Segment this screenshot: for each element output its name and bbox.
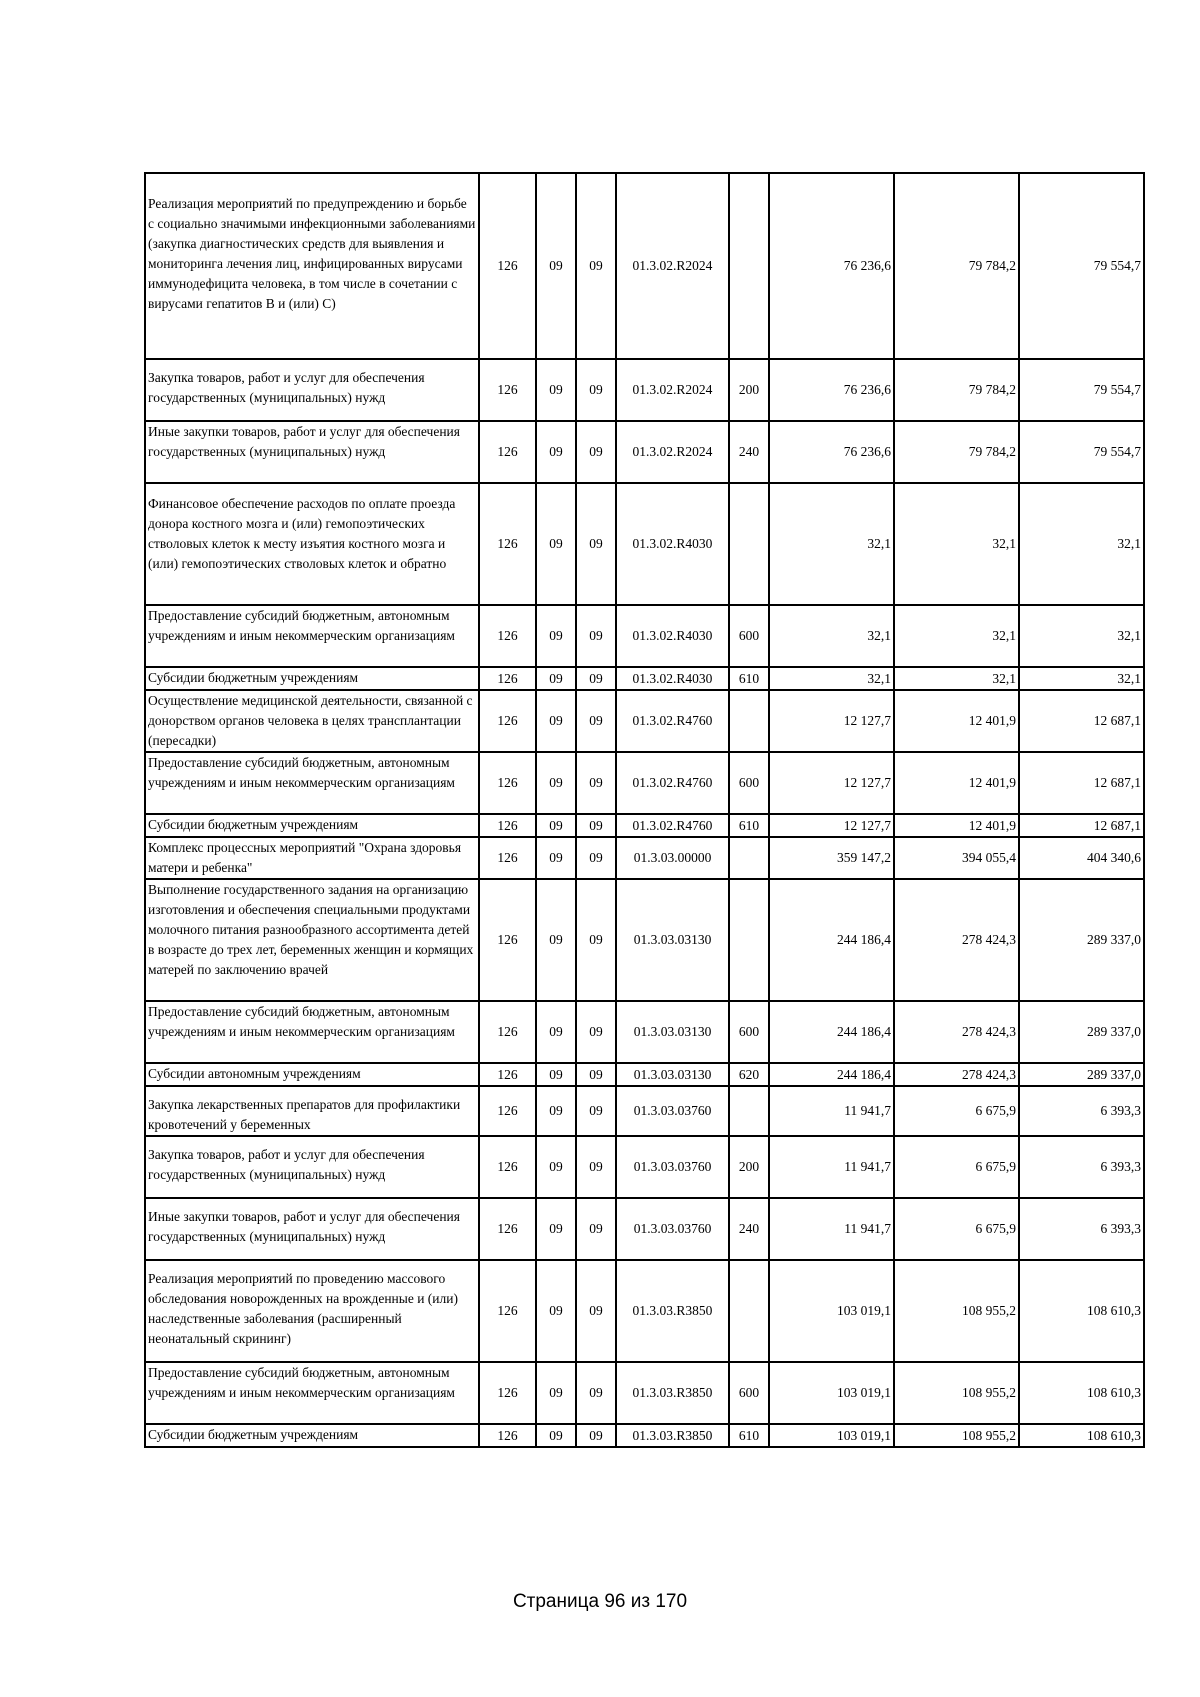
row-name: Предоставление субсидий бюджетным, автономным учреждениям и иным некоммерческим организациям <box>145 1001 479 1063</box>
row-name: Реализация мероприятий по предупреждению и борьбе с социально значимыми инфекционными заболеваниями (закупка диагностических средств для выявления и мониторинга лечения лиц, инфицированных вирусами иммунодефицита человека, в том числе в сочетании с вирусами гепатитов В и (или) С) <box>145 173 479 359</box>
section-code: 09 <box>536 1136 576 1198</box>
amount-year-2: 278 424,3 <box>894 1001 1019 1063</box>
amount-year-1: 103 019,1 <box>769 1260 894 1362</box>
table-row <box>145 690 1144 752</box>
amount-year-3: 289 337,0 <box>1019 879 1144 1001</box>
expense-type-code: 200 <box>729 1136 769 1198</box>
expense-type-code: 610 <box>729 814 769 837</box>
table-row <box>145 1136 1144 1198</box>
expense-type-code: 200 <box>729 359 769 421</box>
ved-code: 126 <box>479 1260 536 1362</box>
amount-year-1: 244 186,4 <box>769 1001 894 1063</box>
table-row <box>145 1424 1144 1447</box>
section-code: 09 <box>536 1001 576 1063</box>
subsection-code: 09 <box>576 814 616 837</box>
target-article-code: 01.3.03.03130 <box>616 879 729 1001</box>
target-article-code: 01.3.03.03130 <box>616 1063 729 1086</box>
row-name: Предоставление субсидий бюджетным, автономным учреждениям и иным некоммерческим организациям <box>145 752 479 814</box>
amount-year-2: 6 675,9 <box>894 1136 1019 1198</box>
table-row <box>145 1001 1144 1063</box>
expense-type-code <box>729 690 769 752</box>
table-body <box>145 173 1144 1447</box>
section-code: 09 <box>536 690 576 752</box>
table-row <box>145 814 1144 837</box>
ved-code: 126 <box>479 1424 536 1447</box>
section-code: 09 <box>536 837 576 879</box>
subsection-code: 09 <box>576 837 616 879</box>
amount-year-3: 12 687,1 <box>1019 814 1144 837</box>
subsection-code: 09 <box>576 1260 616 1362</box>
target-article-code: 01.3.02.R4030 <box>616 605 729 667</box>
section-code: 09 <box>536 483 576 605</box>
subsection-code: 09 <box>576 752 616 814</box>
row-name: Реализация мероприятий по проведению массового обследования новорожденных на врожденные и (или) наследственные заболевания (расширенный неонатальный скрининг) <box>145 1260 479 1362</box>
table-row <box>145 1198 1144 1260</box>
target-article-code: 01.3.03.03130 <box>616 1001 729 1063</box>
row-name: Финансовое обеспечение расходов по оплате проезда донора костного мозга и (или) гемопоэтических стволовых клеток к месту изъятия костного мозга и (или) гемопоэтических стволовых клеток и обратно <box>145 483 479 605</box>
amount-year-1: 76 236,6 <box>769 173 894 359</box>
amount-year-1: 32,1 <box>769 667 894 690</box>
amount-year-1: 12 127,7 <box>769 814 894 837</box>
subsection-code: 09 <box>576 1001 616 1063</box>
row-name: Закупка товаров, работ и услуг для обеспечения государственных (муниципальных) нужд <box>145 359 479 421</box>
amount-year-2: 12 401,9 <box>894 752 1019 814</box>
row-name: Комплекс процессных мероприятий "Охрана здоровья матери и ребенка" <box>145 837 479 879</box>
amount-year-3: 32,1 <box>1019 667 1144 690</box>
amount-year-3: 79 554,7 <box>1019 421 1144 483</box>
section-code: 09 <box>536 421 576 483</box>
ved-code: 126 <box>479 1362 536 1424</box>
ved-code: 126 <box>479 690 536 752</box>
amount-year-3: 289 337,0 <box>1019 1063 1144 1086</box>
table-row <box>145 1362 1144 1424</box>
target-article-code: 01.3.03.03760 <box>616 1136 729 1198</box>
amount-year-1: 12 127,7 <box>769 690 894 752</box>
ved-code: 126 <box>479 173 536 359</box>
amount-year-2: 12 401,9 <box>894 814 1019 837</box>
section-code: 09 <box>536 1198 576 1260</box>
expense-type-code: 620 <box>729 1063 769 1086</box>
row-name: Субсидии бюджетным учреждениям <box>145 814 479 837</box>
amount-year-2: 32,1 <box>894 483 1019 605</box>
expense-type-code: 610 <box>729 1424 769 1447</box>
amount-year-3: 289 337,0 <box>1019 1001 1144 1063</box>
row-name: Предоставление субсидий бюджетным, автономным учреждениям и иным некоммерческим организациям <box>145 605 479 667</box>
table-row <box>145 837 1144 879</box>
amount-year-2: 108 955,2 <box>894 1260 1019 1362</box>
expense-type-code: 600 <box>729 605 769 667</box>
amount-year-1: 12 127,7 <box>769 752 894 814</box>
expense-type-code <box>729 1086 769 1136</box>
expense-type-code: 600 <box>729 752 769 814</box>
table-row <box>145 752 1144 814</box>
target-article-code: 01.3.02.R4030 <box>616 483 729 605</box>
table-row <box>145 359 1144 421</box>
ved-code: 126 <box>479 837 536 879</box>
row-name: Осуществление медицинской деятельности, связанной с донорством органов человека в целях трансплантации (пересадки) <box>145 690 479 752</box>
subsection-code: 09 <box>576 1063 616 1086</box>
amount-year-2: 12 401,9 <box>894 690 1019 752</box>
amount-year-3: 79 554,7 <box>1019 359 1144 421</box>
section-code: 09 <box>536 752 576 814</box>
row-name: Субсидии автономным учреждениям <box>145 1063 479 1086</box>
amount-year-2: 6 675,9 <box>894 1198 1019 1260</box>
ved-code: 126 <box>479 421 536 483</box>
budget-table <box>144 172 1145 1448</box>
ved-code: 126 <box>479 667 536 690</box>
amount-year-2: 278 424,3 <box>894 879 1019 1001</box>
subsection-code: 09 <box>576 667 616 690</box>
table-row <box>145 879 1144 1001</box>
target-article-code: 01.3.03.R3850 <box>616 1362 729 1424</box>
target-article-code: 01.3.02.R4760 <box>616 690 729 752</box>
table-row <box>145 605 1144 667</box>
amount-year-3: 32,1 <box>1019 483 1144 605</box>
section-code: 09 <box>536 814 576 837</box>
target-article-code: 01.3.02.R4030 <box>616 667 729 690</box>
section-code: 09 <box>536 1063 576 1086</box>
section-code: 09 <box>536 605 576 667</box>
subsection-code: 09 <box>576 359 616 421</box>
target-article-code: 01.3.03.03760 <box>616 1198 729 1260</box>
target-article-code: 01.3.02.R2024 <box>616 359 729 421</box>
ved-code: 126 <box>479 1136 536 1198</box>
amount-year-1: 11 941,7 <box>769 1136 894 1198</box>
subsection-code: 09 <box>576 1136 616 1198</box>
ved-code: 126 <box>479 1001 536 1063</box>
amount-year-3: 12 687,1 <box>1019 752 1144 814</box>
amount-year-1: 244 186,4 <box>769 1063 894 1086</box>
target-article-code: 01.3.03.R3850 <box>616 1260 729 1362</box>
ved-code: 126 <box>479 879 536 1001</box>
expense-type-code <box>729 879 769 1001</box>
amount-year-2: 108 955,2 <box>894 1362 1019 1424</box>
amount-year-3: 79 554,7 <box>1019 173 1144 359</box>
ved-code: 126 <box>479 359 536 421</box>
amount-year-2: 32,1 <box>894 667 1019 690</box>
row-name: Предоставление субсидий бюджетным, автономным учреждениям и иным некоммерческим организациям <box>145 1362 479 1424</box>
section-code: 09 <box>536 1086 576 1136</box>
amount-year-1: 11 941,7 <box>769 1086 894 1136</box>
section-code: 09 <box>536 879 576 1001</box>
expense-type-code: 240 <box>729 421 769 483</box>
expense-type-code: 600 <box>729 1362 769 1424</box>
subsection-code: 09 <box>576 173 616 359</box>
amount-year-3: 108 610,3 <box>1019 1362 1144 1424</box>
expense-type-code: 610 <box>729 667 769 690</box>
section-code: 09 <box>536 1362 576 1424</box>
amount-year-3: 6 393,3 <box>1019 1198 1144 1260</box>
amount-year-3: 6 393,3 <box>1019 1086 1144 1136</box>
ved-code: 126 <box>479 1198 536 1260</box>
subsection-code: 09 <box>576 421 616 483</box>
amount-year-2: 6 675,9 <box>894 1086 1019 1136</box>
amount-year-1: 76 236,6 <box>769 359 894 421</box>
subsection-code: 09 <box>576 483 616 605</box>
table-row <box>145 1260 1144 1362</box>
expense-type-code <box>729 483 769 605</box>
target-article-code: 01.3.03.R3850 <box>616 1424 729 1447</box>
amount-year-2: 79 784,2 <box>894 421 1019 483</box>
expense-type-code: 600 <box>729 1001 769 1063</box>
ved-code: 126 <box>479 605 536 667</box>
target-article-code: 01.3.02.R4760 <box>616 752 729 814</box>
row-name: Выполнение государственного задания на организацию изготовления и обеспечения специальными продуктами молочного питания разнообразного ассортимента детей в возрасте до трех лет, беременных женщин и кормящих матерей по заключению врачей <box>145 879 479 1001</box>
target-article-code: 01.3.03.03760 <box>616 1086 729 1136</box>
expense-type-code <box>729 837 769 879</box>
amount-year-2: 108 955,2 <box>894 1424 1019 1447</box>
amount-year-2: 394 055,4 <box>894 837 1019 879</box>
subsection-code: 09 <box>576 1362 616 1424</box>
ved-code: 126 <box>479 752 536 814</box>
table-row <box>145 483 1144 605</box>
table-row <box>145 173 1144 359</box>
amount-year-1: 76 236,6 <box>769 421 894 483</box>
subsection-code: 09 <box>576 605 616 667</box>
target-article-code: 01.3.03.00000 <box>616 837 729 879</box>
section-code: 09 <box>536 1260 576 1362</box>
subsection-code: 09 <box>576 690 616 752</box>
subsection-code: 09 <box>576 1424 616 1447</box>
amount-year-1: 11 941,7 <box>769 1198 894 1260</box>
amount-year-3: 12 687,1 <box>1019 690 1144 752</box>
row-name: Субсидии бюджетным учреждениям <box>145 1424 479 1447</box>
amount-year-1: 103 019,1 <box>769 1424 894 1447</box>
expense-type-code <box>729 173 769 359</box>
row-name: Субсидии бюджетным учреждениям <box>145 667 479 690</box>
ved-code: 126 <box>479 483 536 605</box>
amount-year-2: 278 424,3 <box>894 1063 1019 1086</box>
amount-year-2: 79 784,2 <box>894 173 1019 359</box>
amount-year-1: 103 019,1 <box>769 1362 894 1424</box>
section-code: 09 <box>536 359 576 421</box>
target-article-code: 01.3.02.R2024 <box>616 173 729 359</box>
row-name: Иные закупки товаров, работ и услуг для обеспечения государственных (муниципальных) нужд <box>145 421 479 483</box>
table-row <box>145 421 1144 483</box>
table-row <box>145 1086 1144 1136</box>
amount-year-2: 79 784,2 <box>894 359 1019 421</box>
amount-year-1: 244 186,4 <box>769 879 894 1001</box>
ved-code: 126 <box>479 814 536 837</box>
amount-year-3: 404 340,6 <box>1019 837 1144 879</box>
amount-year-3: 6 393,3 <box>1019 1136 1144 1198</box>
subsection-code: 09 <box>576 879 616 1001</box>
section-code: 09 <box>536 173 576 359</box>
expense-type-code: 240 <box>729 1198 769 1260</box>
amount-year-1: 32,1 <box>769 483 894 605</box>
row-name: Закупка товаров, работ и услуг для обеспечения государственных (муниципальных) нужд <box>145 1136 479 1198</box>
amount-year-2: 32,1 <box>894 605 1019 667</box>
target-article-code: 01.3.02.R4760 <box>616 814 729 837</box>
row-name: Иные закупки товаров, работ и услуг для обеспечения государственных (муниципальных) нужд <box>145 1198 479 1260</box>
target-article-code: 01.3.02.R2024 <box>616 421 729 483</box>
section-code: 09 <box>536 667 576 690</box>
amount-year-3: 108 610,3 <box>1019 1260 1144 1362</box>
subsection-code: 09 <box>576 1086 616 1136</box>
row-name: Закупка лекарственных препаратов для профилактики кровотечений у беременных <box>145 1086 479 1136</box>
table-row <box>145 667 1144 690</box>
amount-year-1: 359 147,2 <box>769 837 894 879</box>
expense-type-code <box>729 1260 769 1362</box>
section-code: 09 <box>536 1424 576 1447</box>
subsection-code: 09 <box>576 1198 616 1260</box>
amount-year-3: 32,1 <box>1019 605 1144 667</box>
ved-code: 126 <box>479 1086 536 1136</box>
table-row <box>145 1063 1144 1086</box>
amount-year-1: 32,1 <box>769 605 894 667</box>
ved-code: 126 <box>479 1063 536 1086</box>
page-number: Страница 96 из 170 <box>512 1591 688 1612</box>
amount-year-3: 108 610,3 <box>1019 1424 1144 1447</box>
